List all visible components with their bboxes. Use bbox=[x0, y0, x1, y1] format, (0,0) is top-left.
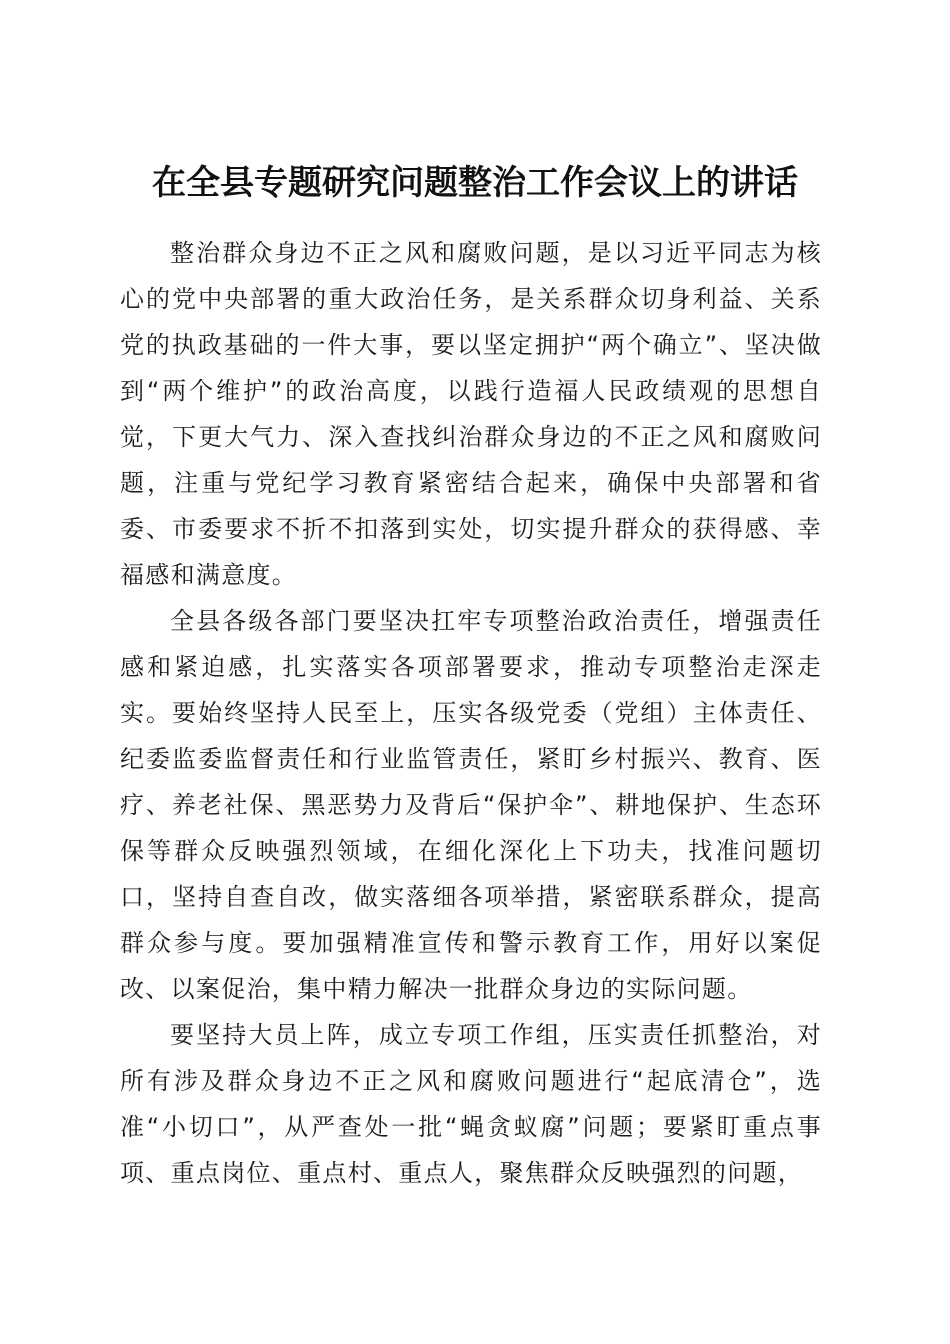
document-body bbox=[120, 230, 822, 1196]
document-title: 在全县专题研究问题整治工作会议上的讲话 bbox=[152, 162, 798, 203]
paragraph-1: 整治群众身边不正之风和腐败问题，是以习近平同志为核心的党中央部署的重大政治任务，是关系群众切身利益、关系党的执政基础的一件大事，要以坚定拥护“两个确立”、坚决做到“两个维护”的政治高度，以践行造福人民政绩观的思想自觉，下更大气力、深入查找纠治群众身边的不正之风和腐败问题，注重与党纪学习教育紧密结合起来，确保中央部署和省委、市委要求不折不扣落到实处，切实提升群众的获得感、幸福感和满意度。 bbox=[120, 239, 822, 589]
paragraph-2: 全县各级各部门要坚决扛牢专项整治政治责任，增强责任感和紧迫感，扎实落实各项部署要求，推动专项整治走深走实。要始终坚持人民至上，压实各级党委（党组）主体责任、纪委监委监督责任和行业监管责任，紧盯乡村振兴、教育、医疗、养老社保、黑恶势力及背后“保护伞”、耕地保护、生态环保等群众反映强烈领域，在细化深化上下功夫，找准问题切口，坚持自查自改，做实落细各项举措，紧密联系群众，提高群众参与度。要加强精准宣传和警示教育工作，用好以案促改、以案促治，集中精力解决一批群众身边的实际问题。 bbox=[120, 607, 822, 1003]
paragraph-3: 要坚持大员上阵，成立专项工作组，压实责任抓整治，对所有涉及群众身边不正之风和腐败问题进行“起底清仓”，选准“小切口”，从严查处一批“蝇贪蚁腐”问题；要紧盯重点事项、重点岗位、重点村、重点人，聚焦群众反映强烈的问题， bbox=[120, 1021, 822, 1187]
